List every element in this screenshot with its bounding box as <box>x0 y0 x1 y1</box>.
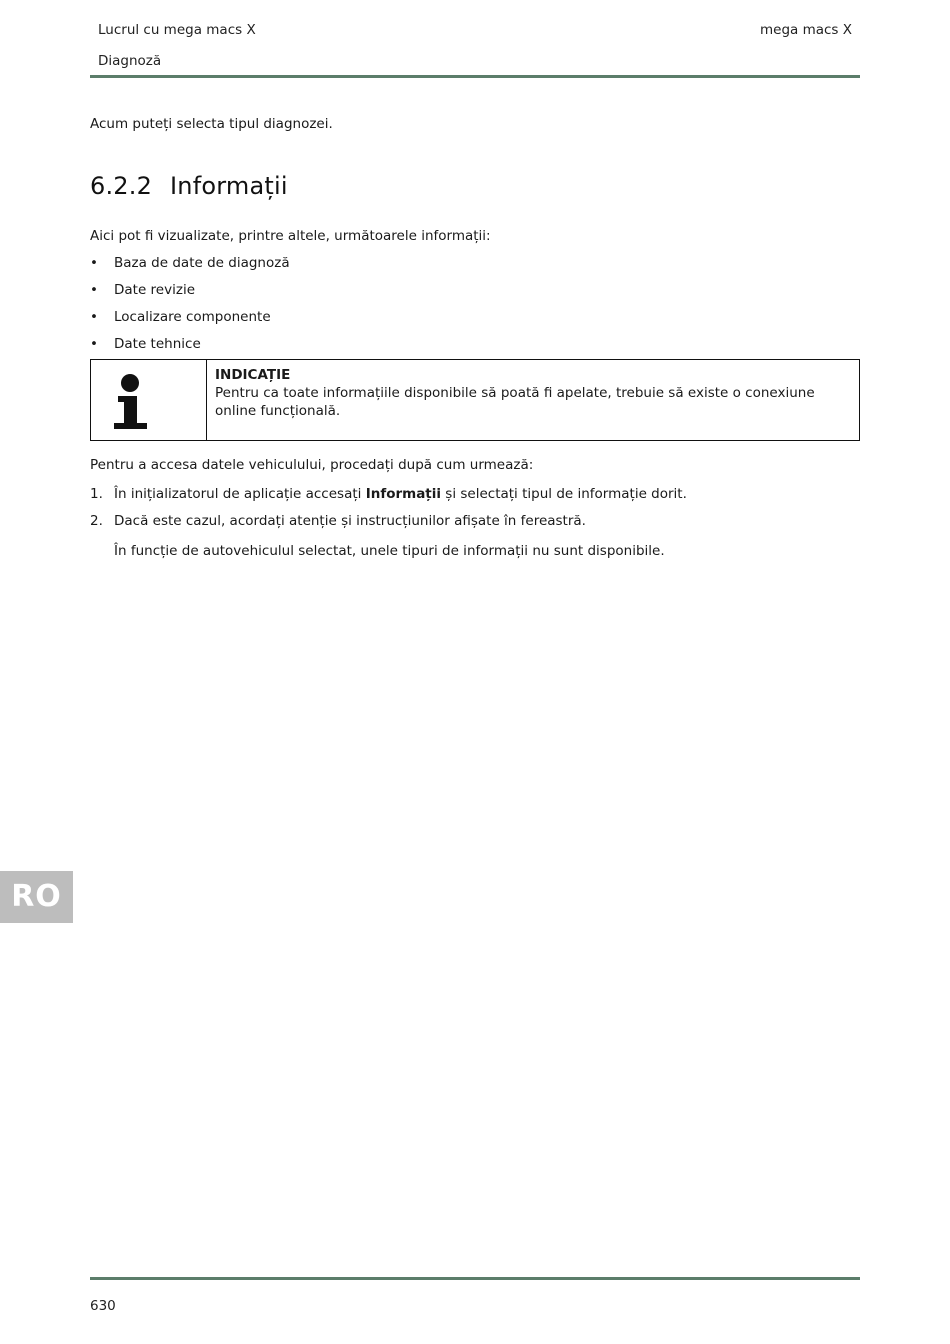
step-result: În funcție de autovehiculul selectat, unele tipuri de informații nu sunt disponibile. <box>114 543 665 559</box>
list-item-text: Date tehnice <box>114 336 201 352</box>
step-text-pre: În inițializatorul de aplicație accesați <box>114 486 366 502</box>
bullet-mark: • <box>90 336 98 352</box>
header-left-title: Lucrul cu mega macs X <box>98 22 256 38</box>
note-box <box>90 359 860 441</box>
list-intro: Aici pot fi vizualizate, printre altele, următoarele informații: <box>90 228 491 244</box>
note-title: INDICAȚIE <box>215 367 291 383</box>
bullet-mark: • <box>90 309 98 325</box>
section-heading <box>90 172 288 200</box>
step-number: 2. <box>90 513 103 529</box>
step-number: 1. <box>90 486 103 502</box>
page-number: 630 <box>90 1298 116 1314</box>
step-text: Dacă este cazul, acordați atenție și instrucțiunilor afișate în fereastră. <box>114 513 586 529</box>
list-item-text: Baza de date de diagnoză <box>114 255 290 271</box>
info-icon <box>91 360 206 440</box>
list-item-text: Date revizie <box>114 282 195 298</box>
step-text <box>114 486 687 502</box>
bullet-mark: • <box>90 255 98 271</box>
footer-rule <box>90 1277 860 1280</box>
header-right-title: mega macs X <box>759 22 852 38</box>
list-item-text: Localizare componente <box>114 309 271 325</box>
header-section: Diagnoză <box>98 53 162 69</box>
section-number: 6.2.2 <box>90 172 153 200</box>
section-title: Informații <box>170 172 288 200</box>
language-tab: RO <box>0 871 73 923</box>
note-body <box>215 366 845 420</box>
intro-text: Acum puteți selecta tipul diagnozei. <box>90 116 333 132</box>
step-text-bold: Informații <box>365 486 442 502</box>
step-text-post: și selectați tipul de informație dorit. <box>441 486 687 502</box>
procedure-intro: Pentru a accesa datele vehiculului, procedați după cum urmează: <box>90 457 534 473</box>
note-text: Pentru ca toate informațiile disponibile să poată fi apelate, trebuie să existe o conexiune online funcțională. <box>215 385 815 419</box>
note-icon-cell <box>91 360 207 440</box>
bullet-mark: • <box>90 282 98 298</box>
header-rule <box>90 75 860 78</box>
